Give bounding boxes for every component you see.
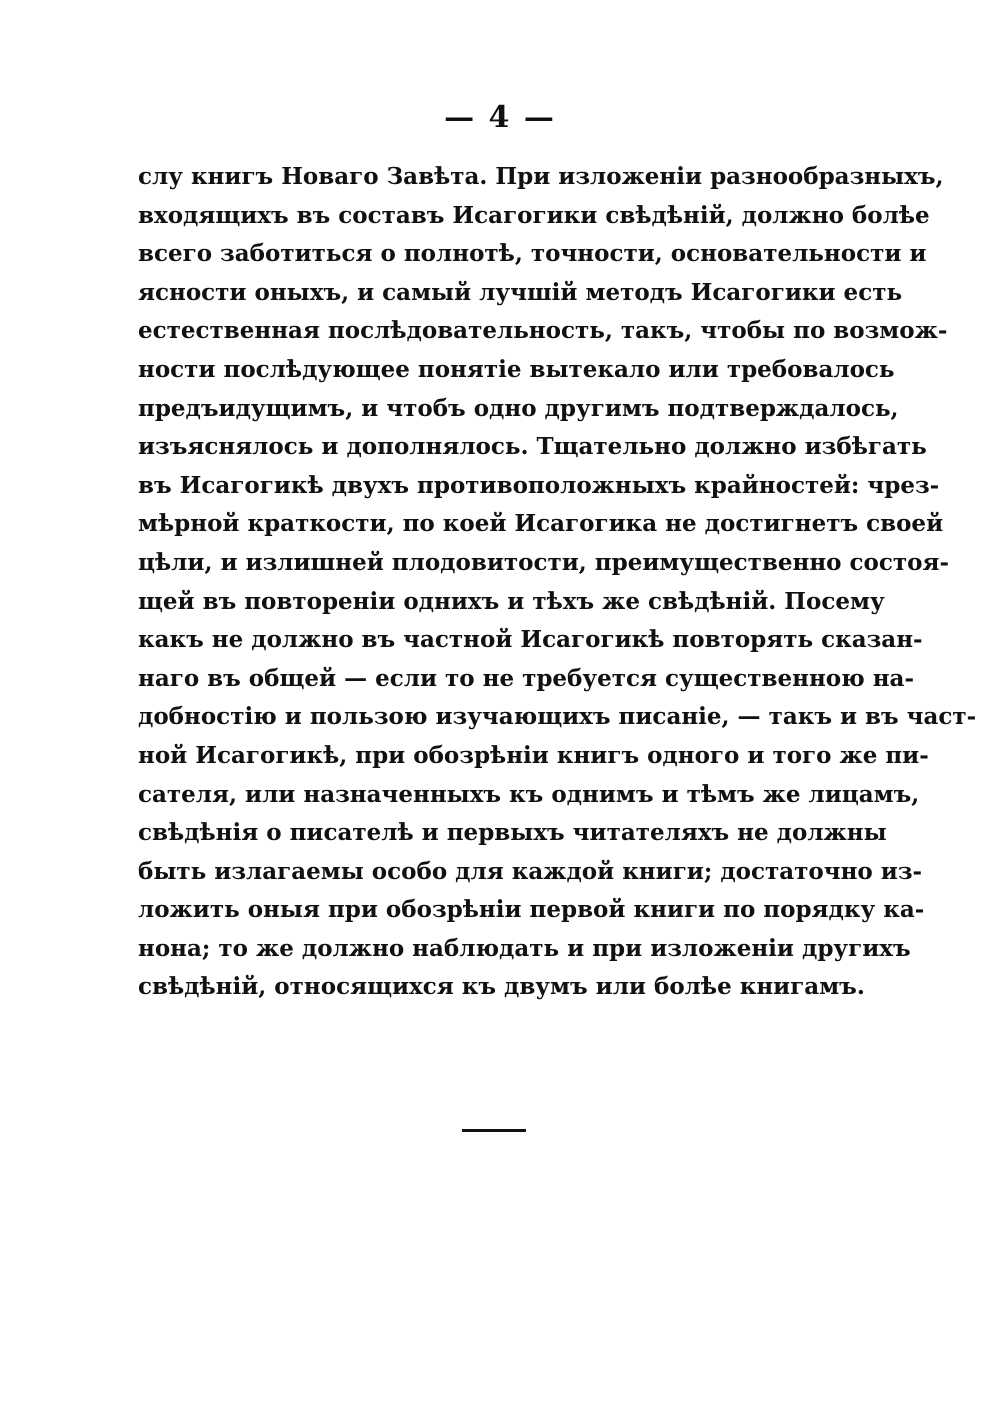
text-line-last: свѣдѣній, относящихся къ двумъ или болѣе книгамъ. bbox=[138, 973, 865, 1001]
text-line: ной Исагогикѣ, при обозрѣніи книгъ одного и того же пи- bbox=[138, 741, 929, 769]
text-line: свѣдѣнія о писателѣ и первыхъ читателяхъ не должны bbox=[138, 819, 887, 847]
text-line: ложить оныя при обозрѣніи первой книги по порядку ка- bbox=[138, 896, 925, 924]
text-line: ясности оныхъ, и самый лучшій методъ Исагогики есть bbox=[138, 278, 903, 306]
text-line: ности послѣдующее понятіе вытекало или требовалось bbox=[138, 355, 895, 383]
text-line: быть излагаемы особо для каждой книги; достаточно из- bbox=[138, 857, 923, 885]
text-line: въ Исагогикѣ двухъ противоположныхъ крайностей: чрез- bbox=[138, 471, 940, 499]
text-line: всего заботиться о полнотѣ, точности, основательности и bbox=[138, 240, 927, 268]
text-line: добностію и пользою изучающихъ писаніе, — такъ и въ част- bbox=[138, 703, 977, 731]
text-line: щей въ повтореніи однихъ и тѣхъ же свѣдѣній. Посему bbox=[138, 587, 885, 615]
text-line: слу книгъ Новаго Завѣта. При изложеніи разнообразныхъ, bbox=[138, 163, 944, 190]
text-line: мѣрной краткости, по коей Исагогика не достигнетъ своей bbox=[138, 510, 944, 538]
text-line: нона; то же должно наблюдать и при изложеніи другихъ bbox=[138, 934, 911, 962]
text-line: входящихъ въ составъ Исагогики свѣдѣній, должно болѣе bbox=[138, 201, 930, 229]
text-line: какъ не должно въ частной Исагогикѣ повторять сказан- bbox=[138, 626, 923, 654]
text-line: цѣли, и излишней плодовитости, преимущественно состоя- bbox=[138, 548, 950, 576]
text-line: наго въ общей — если то не требуется существенною на- bbox=[138, 664, 915, 692]
text-line: предъидущимъ, и чтобъ одно другимъ подтверждалось, bbox=[138, 394, 899, 422]
text-line: сателя, или назначенныхъ къ однимъ и тѣмъ же лицамъ, bbox=[138, 780, 920, 808]
page-number: — 4 — bbox=[444, 100, 556, 135]
text-line: изъяснялось и дополнялось. Тщательно должно избѣгать bbox=[138, 433, 927, 461]
body-paragraph bbox=[138, 158, 977, 1007]
text-line: естественная послѣдовательность, такъ, чтобы по возмож- bbox=[138, 317, 948, 345]
end-rule bbox=[462, 1129, 526, 1132]
